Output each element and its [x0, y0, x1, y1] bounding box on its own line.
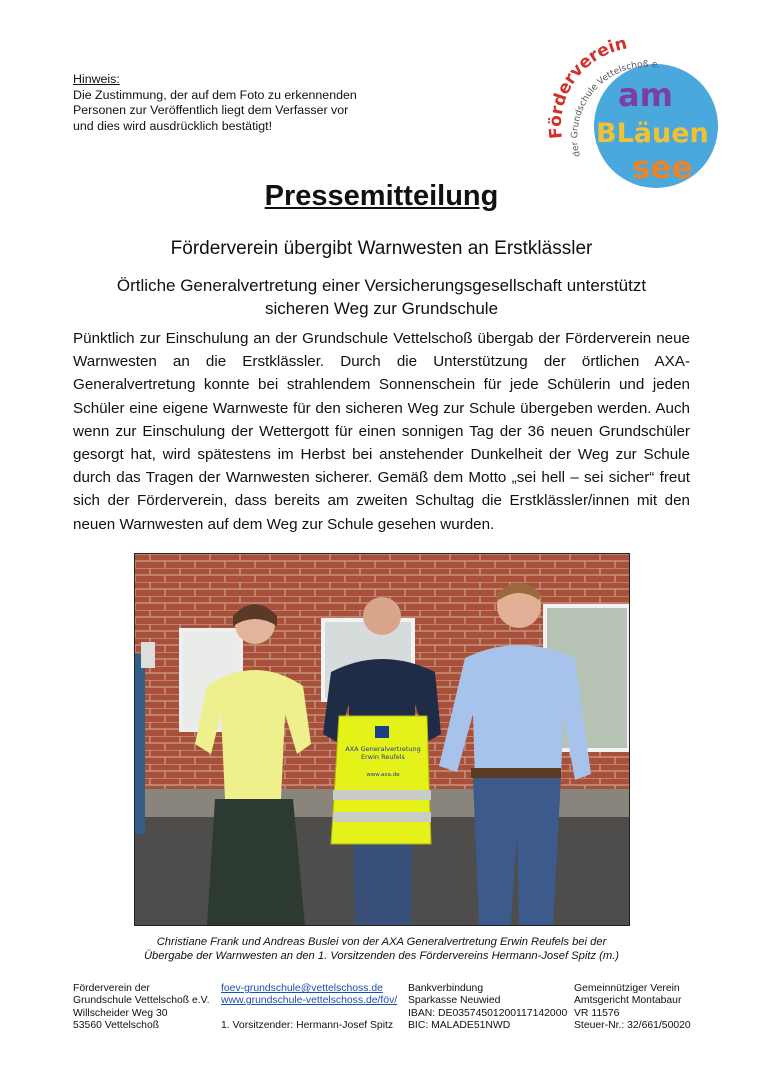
footer-website-link[interactable]: www.grundschule-vettelschoss.de/föv/	[221, 995, 398, 1007]
footer-line: Sparkasse Neuwied	[408, 995, 501, 1007]
footer-line: Bankverbindung	[408, 983, 484, 994]
footer-registry	[574, 983, 691, 1032]
photo-caption	[100, 935, 663, 963]
footer-line: BIC: MALADE51NWD	[408, 1019, 511, 1031]
notice-heading: Hinweis:	[73, 72, 120, 86]
footer-line: IBAN: DE03574501200117142000	[408, 1007, 568, 1019]
footer-line: Förderverein der	[73, 983, 150, 994]
caption-line: Übergabe der Warnwesten an den 1. Vorsitzenden des Fördervereins Hermann-Josef Spitz (m.)	[143, 950, 620, 962]
vest-text-line2: Erwin Reufels	[361, 753, 405, 761]
notice-line: Die Zustimmung, der auf dem Foto zu erkennenden	[73, 87, 357, 102]
footer-line: 53560 Vettelschoß	[73, 1019, 160, 1031]
notice-line: Personen zur Veröffentlich liegt dem Verfasser vor	[73, 103, 349, 117]
footer-contact	[221, 983, 397, 1032]
logo-subtitle: der Grundschule Vettelschoß e.	[570, 59, 661, 158]
footer-line: Willscheider Weg 30	[73, 1007, 168, 1019]
footer-bank	[408, 983, 567, 1032]
vest-url: www.axa.de	[366, 772, 400, 778]
page-title: Pressemitteilung	[264, 180, 499, 212]
consent-notice	[73, 72, 403, 134]
footer-spacer	[221, 1008, 397, 1020]
footer-line: Amtsgericht Montabaur	[574, 995, 682, 1007]
footer-address	[73, 983, 210, 1032]
headline: Förderverein übergibt Warnwesten an Erstklässler	[170, 238, 593, 259]
footer-email-link[interactable]: foev-grundschule@vettelschoss.de	[221, 983, 383, 994]
footer-chair: 1. Vorsitzender: Hermann-Josef Spitz	[221, 1019, 394, 1031]
footer-line: Grundschule Vettelschoß e.V.	[73, 995, 210, 1007]
caption-line: Christiane Frank und Andreas Buslei von der AXA Generalvertretung Erwin Reufels bei der	[156, 936, 607, 948]
logo-title: Förderverein	[545, 33, 629, 140]
notice-line: und dies wird ausdrücklich bestätigt!	[73, 118, 273, 133]
subheadline: Örtliche Generalvertretung einer Versicherungsgesellschaft unterstützt sicheren Weg zur Grundschule	[116, 276, 647, 318]
foerderverein-logo	[540, 28, 740, 198]
vest-text-line1: AXA Generalvertretung	[345, 745, 421, 753]
handover-photo	[134, 553, 630, 926]
footer-line: VR 11576	[574, 1007, 620, 1019]
footer-line: Gemeinnütziger Verein	[574, 983, 680, 994]
footer-line: Steuer-Nr.: 32/661/50020	[574, 1019, 691, 1031]
logo-blauen: BLäuen	[596, 118, 709, 149]
logo-see: see	[632, 150, 693, 186]
press-body-text: Pünktlich zur Einschulung an der Grundschule Vettelschoß übergab der Förderverein neue Warnwesten an die Erstklässler. Durch die Unterstützung der örtlichen AXA-Generalvertretung konnte bei strahlendem Sonnenschein für jede Schülerin und jeden Schüler eine eigene Warnweste für den sicheren Weg zur Schule übergeben werden. Auch wenn zur Einschulung der Wettergott für einen sonnigen Tag der 36 neuen Grundschüler gesorgt hat, wird spätestens im Herbst bei anstehender Dunkelheit der Weg zur Schule durch das Tragen der Warnwesten sicherer. Gemäß dem Motto „sei hell – sei sicher“ freut sich der Förderverein, dass bereits am zweiten Schultag die Erstklässler/innen mit den neuen Warnwesten auf dem Weg zur Schule gesehen wurden.	[73, 330, 690, 533]
logo-am: am	[618, 76, 673, 114]
